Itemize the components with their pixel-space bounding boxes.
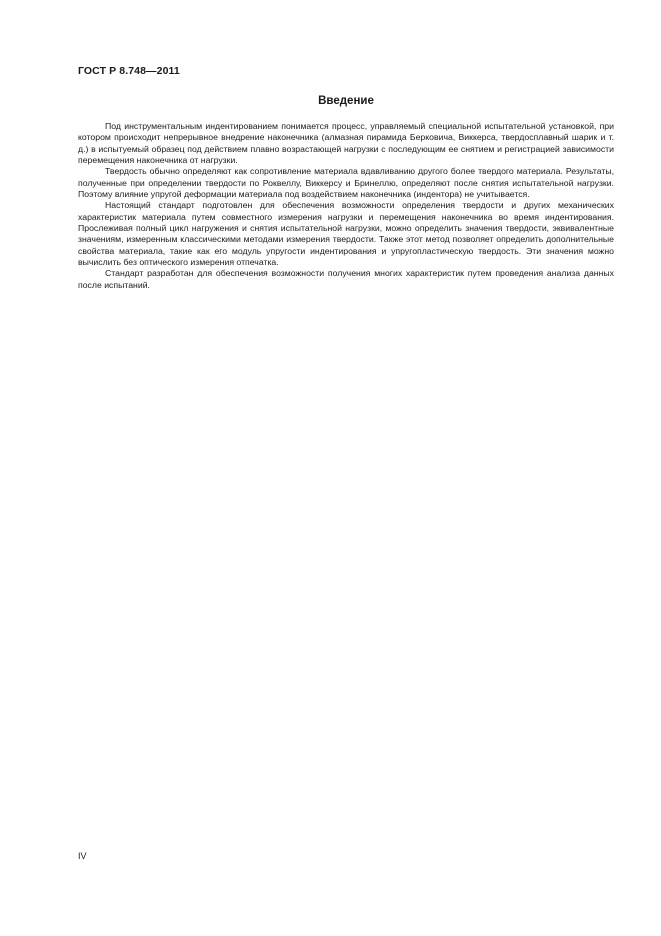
- section-title: Введение: [318, 95, 374, 107]
- page-number: IV: [78, 851, 87, 861]
- paragraph-1: Под инструментальным индентированием понимается процесс, управляемый специальной испытательной установкой, при котором происходит непрерывное внедрение наконечника (алмазная пирамида Берковича, Виккерса, твердосплавный шарик и т. д.) в испытуемый образец под действием плавно возрастающей нагрузки с последующим ее снятием и регистрацией зависимости перемещения наконечника от нагрузки.: [78, 121, 614, 166]
- body-text: [78, 121, 614, 291]
- paragraph-3: Настоящий стандарт подготовлен для обеспечения возможности определения твердости и других механических характеристик материала путем совместного измерения нагрузки и перемещения наконечника во время индентирования. Прослеживая полный цикл нагружения и снятия испытательной нагрузки, можно определить значения твердости, эквивалентные значениям, измеренным классическими методами измерения твердости. Также этот метод позволяет определить дополнительные свойства материала, такие как его модуль упругости индентирования и упругопластическую твердость. Эти значения можно вычислить без оптического измерения отпечатка.: [78, 200, 614, 268]
- paragraph-4: Стандарт разработан для обеспечения возможности получения многих характеристик путем проведения анализа данных после испытаний.: [78, 268, 614, 290]
- standard-code-header: ГОСТ Р 8.748—2011: [78, 65, 180, 77]
- paragraph-2: Твердость обычно определяют как сопротивление материала вдавливанию другого более твердого материала. Результаты, полученные при определении твердости по Роквеллу, Виккерсу и Бринеллю, определяют после снятия испытательной нагрузки. Поэтому влияние упругой деформации материала под воздействием наконечника (индентора) не учитывается.: [78, 166, 614, 200]
